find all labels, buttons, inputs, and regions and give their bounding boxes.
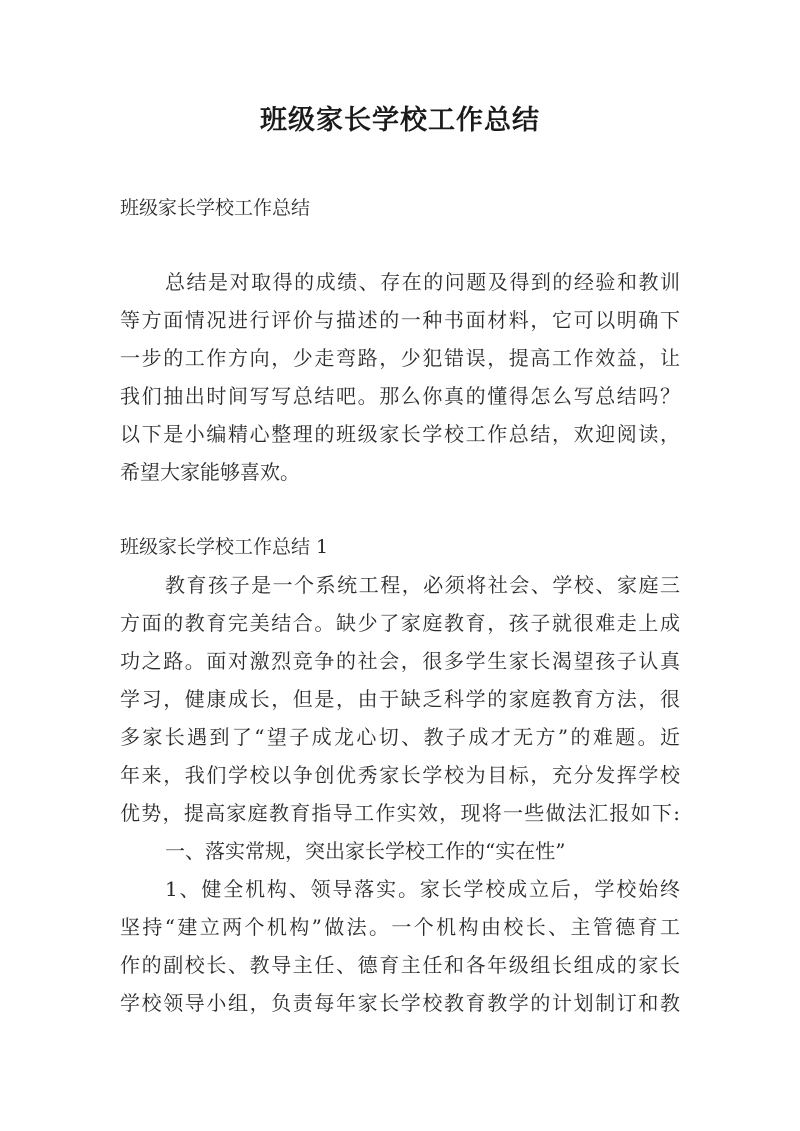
body-line: 方面的教育完美结合。缺少了家庭教育，孩子就很难走上成 — [120, 611, 680, 635]
body-line: 年来，我们学校以争创优秀家长学校为目标，充分发挥学校 — [120, 763, 680, 787]
body-line: 1、健全机构、领导落实。家长学校成立后，学校始终 — [165, 877, 680, 901]
intro-line: 一步的工作方向，少走弯路，少犯错误，提高工作效益，让 — [120, 346, 680, 370]
intro-line: 等方面情况进行评价与描述的一种书面材料，它可以明确下 — [120, 308, 680, 332]
intro-line: 总结是对取得的成绩、存在的问题及得到的经验和教训 — [165, 270, 680, 294]
document-title: 班级家长学校工作总结 — [260, 105, 540, 136]
subsection-heading: 一、落实常规，突出家长学校工作的“实在性” — [165, 839, 566, 863]
section-heading: 班级家长学校工作总结 1 — [120, 536, 329, 558]
body-line: 学习，健康成长，但是，由于缺乏科学的家庭教育方法，很 — [120, 687, 680, 711]
document-subtitle: 班级家长学校工作总结 — [120, 197, 311, 219]
body-line: 优势，提高家庭教育指导工作实效，现将一些做法汇报如下: — [120, 801, 680, 825]
intro-line: 以下是小编精心整理的班级家长学校工作总结，欢迎阅读， — [120, 422, 680, 446]
body-line: 作的副校长、教导主任、德育主任和各年级组长组成的家长 — [120, 953, 680, 977]
body-line: 多家长遇到了“望子成龙心切、教子成才无方”的难题。近 — [120, 725, 680, 749]
body-line: 坚持“建立两个机构”做法。一个机构由校长、主管德育工 — [120, 915, 680, 939]
body-line: 教育孩子是一个系统工程，必须将社会、学校、家庭三 — [165, 573, 680, 597]
body-line: 功之路。面对激烈竞争的社会，很多学生家长渴望孩子认真 — [120, 649, 680, 673]
intro-line: 希望大家能够喜欢。 — [120, 460, 300, 484]
intro-line: 我们抽出时间写写总结吧。那么你真的懂得怎么写总结吗？ — [120, 384, 680, 408]
body-line: 学校领导小组，负责每年家长学校教育教学的计划制订和教 — [120, 991, 680, 1015]
